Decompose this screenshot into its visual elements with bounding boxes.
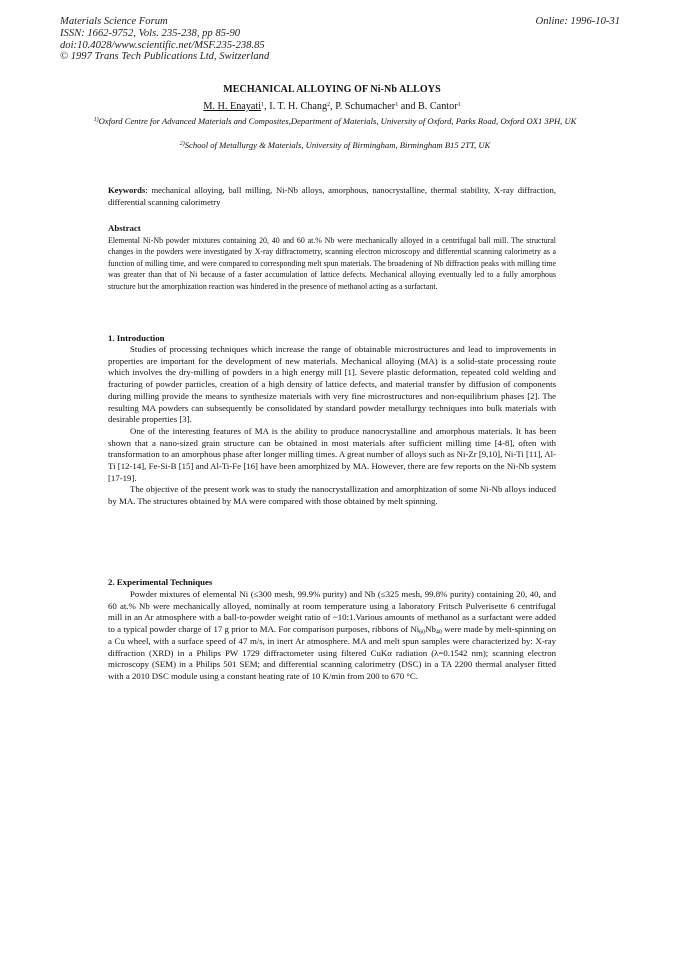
experimental-body — [108, 589, 556, 683]
author-affiliation-mark: 1 — [395, 102, 399, 108]
affiliation-text: School of Metallurgy & Materials, University of Birmingham, Birmingham B15 2TT, UK — [184, 140, 491, 150]
introduction-body — [108, 344, 556, 508]
affiliation-mark: 1) — [93, 117, 99, 123]
author-name: P. Schumacher — [335, 101, 396, 112]
paragraph: The objective of the present work was to study the nanocrystallization and amorphization of some Ni-Nb alloys induced by MA. The structures obtained by MA were compared with those obtained by melt spinning. — [108, 484, 556, 507]
journal-name: Materials Science Forum — [60, 16, 168, 27]
author-separator: , — [330, 101, 336, 112]
text-run: Nb — [425, 624, 436, 635]
author-affiliation-mark: 1 — [261, 102, 265, 108]
subscript: 40 — [435, 629, 442, 636]
copyright-line: © 1997 Trans Tech Publications Ltd, Switzerland — [60, 51, 270, 63]
author-affiliation-mark: 1 — [457, 102, 461, 108]
issn-line: ISSN: 1662-9752, Vols. 235-238, pp 85-90 — [60, 27, 241, 39]
abstract-text: Elemental Ni-Nb powder mixtures containing 20, 40 and 60 at.% Nb were mechanically alloyed in a centrifugal ball mill. The structural changes in the powders were investigated by X-ray diffractometry, scanning electron microscopy and differential scanning calorimetry as a function of milling time, and were compared to corresponding melt spun materials. The broadening of Nb diffraction peaks with milling time was greater than that of Ni because of a faster accumulation of lattice defects. Mechanical alloying eventually led to a fully amorphous structure but the amorphization reaction was hindered in the presence of methanol acting as a surfactant. — [108, 236, 556, 291]
paragraph: One of the interesting features of MA is the ability to produce nanocrystalline and amorphous materials. It has been shown that a nano-sized grain structure can be obtained in most materials after sufficient milling time [4-8], often with transformation to an amorphous phase after longer milling times. A great number of alloys such as Ni-Zr [9,10], Ni-Ti [11], Al-Ti [12-14], Fe-Si-B [15] and Al-Ti-Fe [16] have been amorphized by MA. However, there are few reports on the Ni-Nb system [17-19]. — [108, 425, 556, 483]
author-name: I. T. H. Chang — [269, 101, 328, 112]
subscript: 60 — [419, 629, 426, 636]
paragraph: Studies of processing techniques which increase the range of obtainable microstructures and lead to improvements in properties are important for the development of new materials. Mechanical alloying (MA) is a solid-state processing route which involves the dry-milling of powders in a high energy mill [1]. Severe plastic deformation, repeated cold welding and fracturing of powder particles, creation of a high density of lattice defects, and material transfer by diffusion of components during milling provide the means to synthesize materials with very fine microstructures and non-equilibrium phases [2]. The resulting MA powders can subsequently be consolidated by standard powder metallurgy techniques into bulk materials with desirable properties [3]. — [108, 344, 556, 425]
text-run: Powder mixtures of elemental Ni (≤300 mesh, 99.9% purity) and Nb (≤325 mesh, 99.8% purity) containing 20, 40, and 60 at.% Nb were mechanically alloyed, nominally at room temperature using a laboratory Fritsch Pulverisette 6 centrifugal mill in an Ar atmosphere with a ball-to-powder weight ratio of ~10:1.Various amounts of methanol as a surfactant were added to a typical powder charge of 17 g prior to MA. For comparison purposes, ribbons of Ni — [108, 589, 556, 635]
author-name: B. Cantor — [418, 101, 458, 112]
introduction-heading: 1. Introduction — [108, 333, 165, 343]
keywords-label: Keywords — [108, 185, 146, 195]
author-name: M. H. Enayati — [203, 101, 262, 112]
paragraph — [108, 589, 556, 683]
online-date: Online: 1996-10-31 — [535, 16, 620, 27]
experimental-heading: 2. Experimental Techniques — [108, 577, 213, 587]
doi-link[interactable]: doi:10.4028/www.scientific.net/MSF.235-238.85 — [60, 39, 265, 51]
affiliation-2 — [90, 139, 580, 151]
abstract-heading: Abstract — [108, 223, 141, 233]
author-separator: and — [398, 101, 418, 112]
keywords — [108, 185, 556, 208]
affiliation-text: Oxford Centre for Advanced Materials and Composites,Department of Materials, University of Oxford, Parks Road, Oxford OX1 3PH, UK — [98, 116, 577, 126]
affiliation-1 — [90, 115, 580, 127]
author-separator: , — [264, 101, 270, 112]
keywords-text: : mechanical alloying, ball milling, Ni-Nb alloys, amorphous, nanocrystalline, thermal stability, X-ray diffraction, differential scanning calorimetry — [108, 185, 556, 207]
author-list — [108, 101, 556, 112]
text-run: were made by melt-spinning on a Cu wheel, with a surface speed of 47 m/s, in inert Ar atmosphere. MA and melt spun samples were characterized by: X-ray diffraction (XRD) in a Philips PW 1729 diffractometer using filtered CuKα radiation (λ=0.1542 nm); scanning electron microscopy (SEM) in a Philips 501 SEM; and differential scanning calorimetry (DSC) in a TA 2200 thermal analyser fitted with a 2010 DSC module using a constant heating rate of 10 K/min from 200 to 670 °C. — [108, 624, 556, 681]
publication-header — [60, 16, 620, 63]
affiliation-mark: 2) — [179, 141, 185, 147]
paper-title: MECHANICAL ALLOYING OF Ni-Nb ALLOYS — [223, 84, 441, 95]
author-affiliation-mark: 2 — [327, 102, 331, 108]
